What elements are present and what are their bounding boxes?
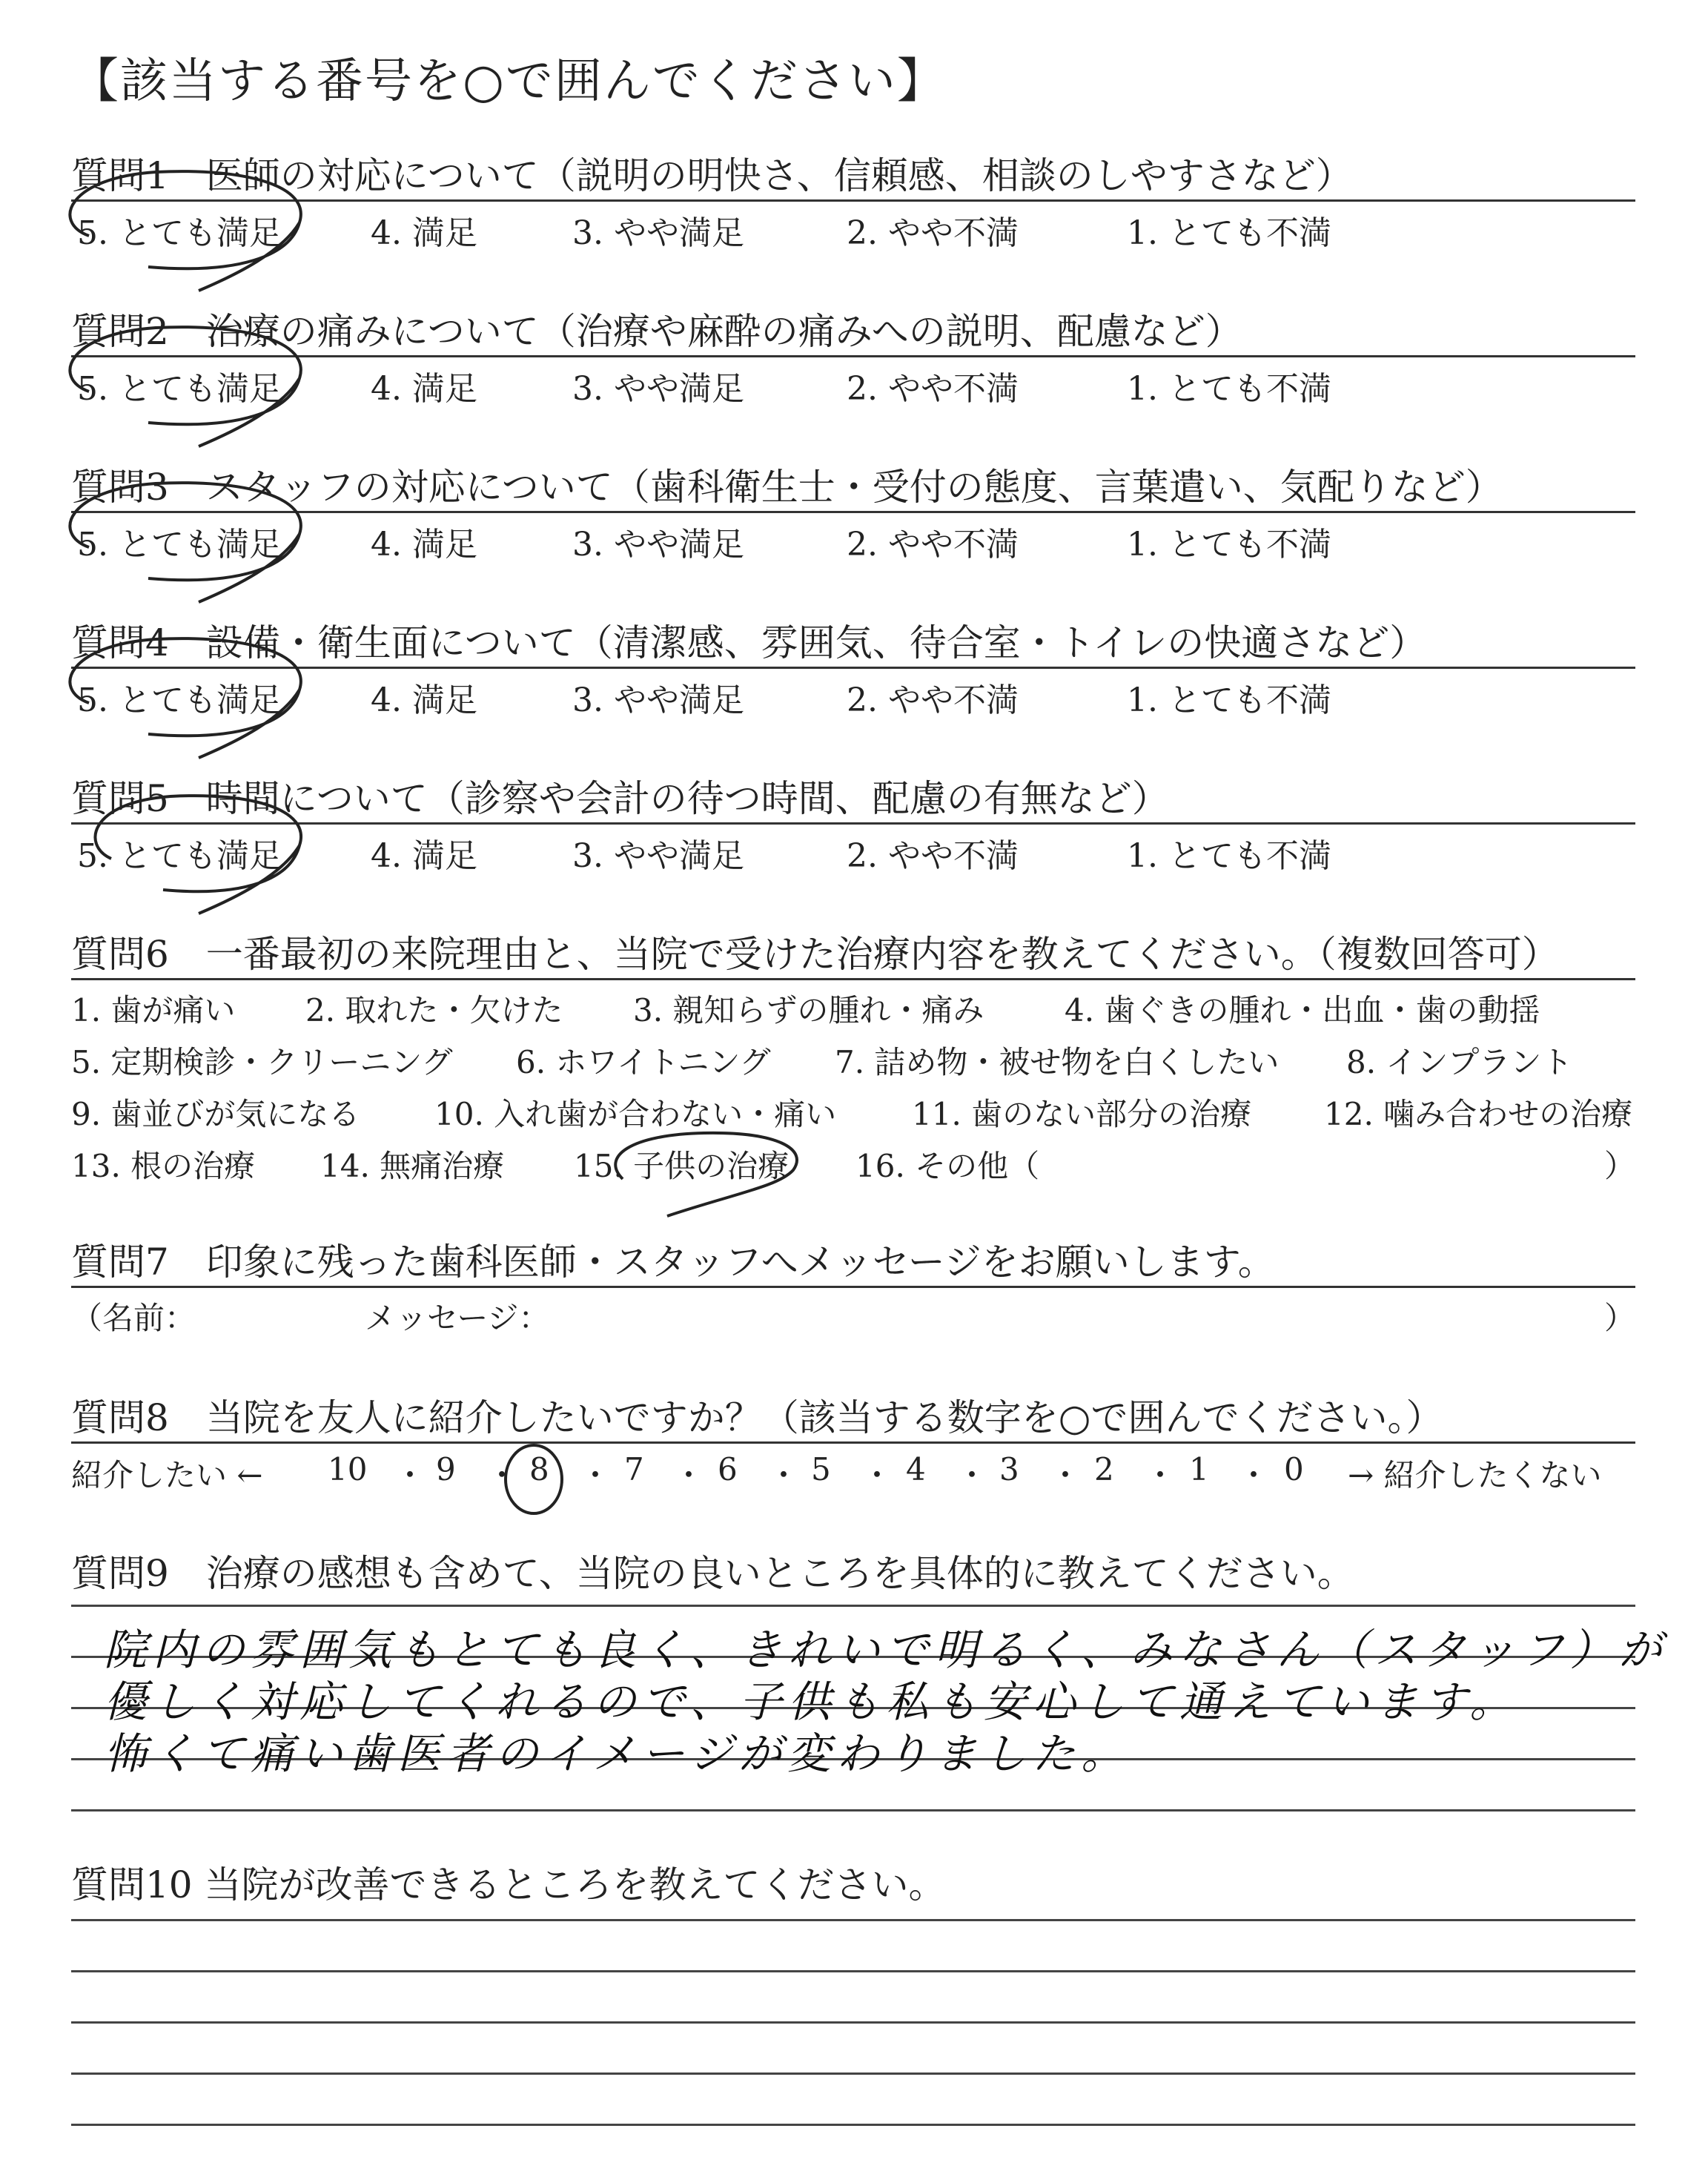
option-5[interactable]: 5. とても満足 <box>77 681 282 719</box>
handwritten-answer-line-1: 院内の雰囲気もとても良く、きれいで明るく、みなさん（スタッフ）が <box>104 1625 1668 1675</box>
scale-dot: ・ <box>1050 1457 1082 1493</box>
option-2[interactable]: 2. やや不満 <box>847 681 1019 719</box>
reason-option-6[interactable]: 6. ホワイトニング <box>516 1044 771 1080</box>
reason-option-11[interactable]: 11. 歯のない部分の治療 <box>912 1096 1252 1132</box>
reason-option-3[interactable]: 3. 親知らずの腫れ・痛み <box>633 992 984 1028</box>
option-2[interactable]: 2. やや不満 <box>847 526 1019 564</box>
form-title: 【該当する番号を○で囲んでください】 <box>71 54 946 109</box>
question-10-label: 質問10 当院が改善できるところを教えてください。 <box>71 1863 946 1906</box>
name-label: （名前： <box>71 1300 196 1336</box>
scale-5[interactable]: 5 <box>811 1451 831 1487</box>
reason-option-10[interactable]: 10. 入れ歯が合わない・痛い <box>434 1096 837 1132</box>
scale-10[interactable]: 10 <box>328 1451 368 1487</box>
option-2[interactable]: 2. やや不満 <box>847 837 1019 875</box>
reason-option-15[interactable]: 15. 子供の治療 <box>574 1148 790 1184</box>
rating-options <box>71 669 1635 721</box>
scale-1[interactable]: 1 <box>1189 1451 1209 1487</box>
option-5[interactable]: 5. とても満足 <box>77 214 282 252</box>
option-1[interactable]: 1. とても不満 <box>1127 214 1331 252</box>
option-1[interactable]: 1. とても不満 <box>1127 681 1331 719</box>
scale-dot: ・ <box>486 1457 518 1493</box>
handwritten-answer-line-2: 優しく対応してくれるので、子供も私も安心して通えています。 <box>104 1677 1519 1727</box>
question-6 <box>71 931 1635 1188</box>
scale-3[interactable]: 3 <box>999 1451 1019 1487</box>
question-1-label: 質問1 医師の対応について（説明の明快さ、信頼感、相談のしやすさなど） <box>71 154 1353 197</box>
reason-option-4[interactable]: 4. 歯ぐきの腫れ・出血・歯の動揺 <box>1065 992 1540 1028</box>
scale-dot: ・ <box>1238 1457 1270 1493</box>
scale-dot: ・ <box>956 1457 988 1493</box>
question-3 <box>71 463 1635 565</box>
option-5[interactable]: 5. とても満足 <box>77 837 282 875</box>
question-1 <box>71 152 1635 254</box>
option-4[interactable]: 4. 満足 <box>371 214 477 252</box>
rating-options <box>71 202 1635 254</box>
question-7 <box>71 1238 1635 1340</box>
reason-option-16[interactable]: 16. その他（ <box>855 1148 1040 1184</box>
option-2[interactable]: 2. やや不満 <box>847 214 1019 252</box>
question-2 <box>71 308 1635 409</box>
reason-option-8[interactable]: 8. インプラント <box>1346 1044 1573 1080</box>
option-4[interactable]: 4. 満足 <box>371 370 477 408</box>
question-8 <box>71 1394 1635 1496</box>
question-5 <box>71 775 1635 876</box>
scale-0[interactable]: 0 <box>1284 1451 1304 1487</box>
option-4[interactable]: 4. 満足 <box>371 526 477 564</box>
reason-option-1[interactable]: 1. 歯が痛い <box>71 992 236 1028</box>
option-2[interactable]: 2. やや不満 <box>847 370 1019 408</box>
option-3[interactable]: 3. やや満足 <box>572 370 744 408</box>
scale-dot: ・ <box>768 1457 800 1493</box>
reason-option-7[interactable]: 7. 詰め物・被せ物を白くしたい <box>835 1044 1280 1080</box>
question-3-label: 質問3 スタッフの対応について（歯科衛生士・受付の態度、言葉遣い、気配りなど） <box>71 466 1503 509</box>
question-9-label: 質問9 治療の感想も含めて、当院の良いところを具体的に教えてください。 <box>71 1552 1354 1595</box>
message-label: メッセージ： <box>365 1300 550 1336</box>
scale-8[interactable]: 8 <box>529 1451 549 1487</box>
scale-7[interactable]: 7 <box>624 1451 644 1487</box>
question-8-label: 質問8 当院を友人に紹介したいですか？（該当する数字を○で囲んでください。） <box>71 1396 1443 1439</box>
scale-4[interactable]: 4 <box>906 1451 926 1487</box>
reason-option-5[interactable]: 5. 定期検診・クリーニング <box>71 1044 453 1080</box>
reason-option-9[interactable]: 9. 歯並びが気になる <box>71 1096 360 1132</box>
question-4-label: 質問4 設備・衛生面について（清潔感、雰囲気、待合室・トイレの快適さなど） <box>71 621 1427 664</box>
option-3[interactable]: 3. やや満足 <box>572 526 744 564</box>
scale-left-label: 紹介したい ← <box>71 1457 263 1493</box>
message-close: ） <box>1603 1300 1635 1336</box>
question-7-label: 質問7 印象に残った歯科医師・スタッフへメッセージをお願いします。 <box>71 1241 1275 1284</box>
reason-option-12[interactable]: 12. 噛み合わせの治療 <box>1324 1096 1633 1132</box>
option-5[interactable]: 5. とても満足 <box>77 526 282 564</box>
scale-6[interactable]: 6 <box>718 1451 738 1487</box>
rating-options <box>71 357 1635 409</box>
recommend-scale <box>71 1444 1635 1496</box>
question-6-label: 質問6 一番最初の来院理由と、当院で受けた治療内容を教えてください。（複数回答可） <box>71 933 1559 976</box>
reason-option-2[interactable]: 2. 取れた・欠けた <box>305 992 563 1028</box>
scale-dot: ・ <box>673 1457 705 1493</box>
option-3[interactable]: 3. やや満足 <box>572 214 744 252</box>
option-4[interactable]: 4. 満足 <box>371 837 477 875</box>
scale-dot: ・ <box>861 1457 893 1493</box>
option-5[interactable]: 5. とても満足 <box>77 370 282 408</box>
scale-2[interactable]: 2 <box>1094 1451 1114 1487</box>
option-1[interactable]: 1. とても不満 <box>1127 526 1331 564</box>
scale-dot: ・ <box>1145 1457 1176 1493</box>
option-1[interactable]: 1. とても不満 <box>1127 370 1331 408</box>
reason-other-close: ） <box>1603 1148 1635 1184</box>
message-line <box>71 1288 1635 1340</box>
question-10 <box>71 1861 1635 2126</box>
scale-dot: ・ <box>580 1457 612 1493</box>
answer-lines[interactable] <box>71 1919 1635 2126</box>
option-1[interactable]: 1. とても不満 <box>1127 837 1331 875</box>
reason-options <box>71 980 1635 1188</box>
option-3[interactable]: 3. やや満足 <box>572 837 744 875</box>
question-5-label: 質問5 時間について（診察や会計の待つ時間、配慮の有無など） <box>71 777 1169 820</box>
scale-dot: ・ <box>394 1457 426 1493</box>
question-2-label: 質問2 治療の痛みについて（治療や麻酔の痛みへの説明、配慮など） <box>71 310 1242 353</box>
scale-right-label: → 紹介したくない <box>1348 1457 1602 1493</box>
reason-option-13[interactable]: 13. 根の治療 <box>71 1148 256 1184</box>
question-4 <box>71 619 1635 721</box>
scale-9[interactable]: 9 <box>436 1451 456 1487</box>
handwritten-answer-line-3: 怖くて痛い歯医者のイメージが変わりました。 <box>104 1728 1131 1779</box>
rating-options <box>71 825 1635 876</box>
rating-options <box>71 513 1635 565</box>
reason-option-14[interactable]: 14. 無痛治療 <box>320 1148 505 1184</box>
option-3[interactable]: 3. やや満足 <box>572 681 744 719</box>
option-4[interactable]: 4. 満足 <box>371 681 477 719</box>
